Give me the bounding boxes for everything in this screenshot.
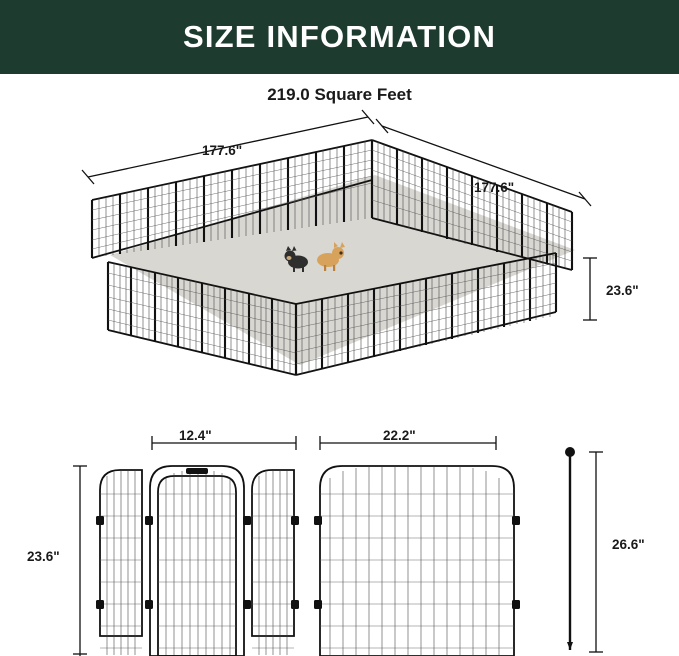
dim-side-width: 177.6" — [474, 180, 515, 195]
dimension-lines-bottom — [73, 436, 603, 656]
wide-panel — [314, 466, 520, 656]
dim-pen-height: 23.6" — [606, 283, 639, 298]
page-title: SIZE INFORMATION — [182, 19, 497, 54]
door-panel-assembly — [96, 466, 299, 656]
dim-panel-height: 23.6" — [27, 549, 60, 564]
subtitle-area: 219.0 Square Feet — [267, 85, 412, 104]
dim-panel-narrow-width: 12.4" — [179, 428, 212, 443]
dim-stake-height: 26.6" — [612, 537, 645, 552]
dim-back-width: 177.6" — [202, 143, 243, 158]
dim-panel-wide-width: 22.2" — [383, 428, 416, 443]
ground-stake — [565, 447, 575, 650]
